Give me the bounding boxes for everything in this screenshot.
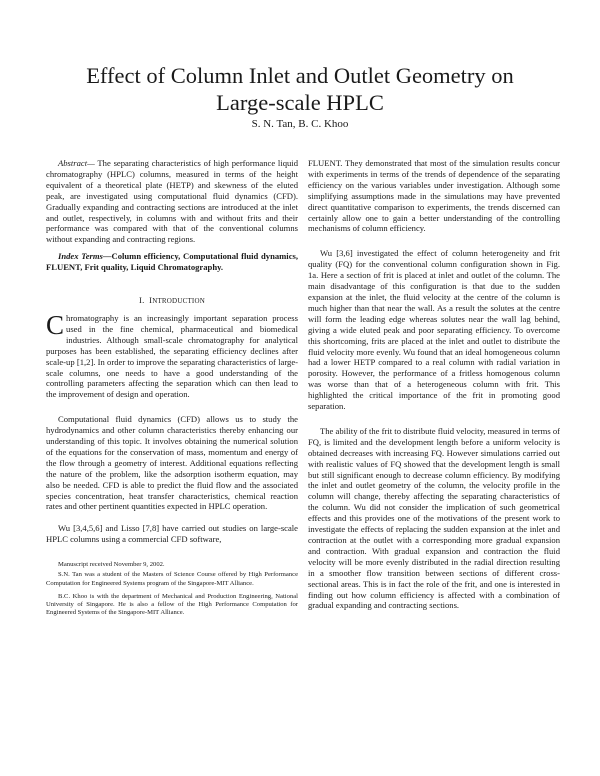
section-title-first-letter: I <box>149 295 153 306</box>
intro-paragraph-1 <box>46 309 298 400</box>
right-paragraph-2: Wu [3,6] investigated the effect of column heterogeneity and frit quality (FQ) for the conventional column configuration shown in Fig. 1a. Here a section of frit is placed at inlet and outlet of the column. The main disadvantage of this configuration is that due to the sudden expansion at the inlet, the fluid velocity at the centre of the column is much higher than that near the wall. As a result the solutes at the centre will form the leading edge whereas solutes near the wall lag behind, giving a wide eluted peak and poor separating efficiency. To overcome this shortcoming, frits are placed at the inlet and outlet to distribute the fluid velocity more evenly. Wu found that an ideal homogeneous column had a lower HETP compared to a real column with radial variation in porosity. However, the performance of a fritless homogenous column was worse than that of a heterogeneous column with frit. This highlighted the critical importance of the frit in promoting good separation. <box>308 248 560 412</box>
intro-paragraph-2: Computational fluid dynamics (CFD) allows us to study the hydrodynamics and other column characteristics thereby enhancing our understanding of this topic. It involves obtaining the numerical solution of the equations for the conservation of mass, momentum and energy of the flow through a geometry of interest. Additional equations reflecting the nature of the problem, like the adsorption isotherm equation, may also be needed. CFD is able to predict the fluid flow and the associated species concentration, heat transfer characteristics, chemical reaction rates and other pertinent quantities expected in HPLC operation. <box>46 414 298 512</box>
paper-title-line2: Large-scale HPLC <box>216 90 384 115</box>
left-column <box>46 158 298 619</box>
index-terms-label: Index Terms <box>58 251 103 262</box>
abstract <box>46 158 298 245</box>
index-terms-text: —Column efficiency, Computational fluid dynamics, FLUENT, Frit quality, Liquid Chromatography. <box>46 251 298 273</box>
right-paragraph-3: The ability of the frit to distribute fluid velocity, measured in terms of FQ, is limited and the development length before a uniform velocity is obtained decreases with increasing FQ. However simulations carried out with realistic values of FQ showed that the development length is small but still significant enough to decrease column efficiency. By modifying the inlet and outlet geometry of the column, the velocity profile in the column will change, thereby affecting the separating characteristics of the column. Wu did not consider the implication of such geometrical effects and this provides one of the motivations of the present work to investigate the effects of replacing the sudden expansion at the inlet and contraction at the outlet with a corresponding more gradual expansion and contraction. With gradual expansion and contraction the fluid velocity will be more evenly distributed in the radial direction resulting in a smoother flow transition between sections of different cross-sectional areas. This is in fact the role of the frit, and one is interested in finding out how column efficiency is affected with a combination of gradual expanding and contracting sections. <box>308 425 560 611</box>
paper-title-line1: Effect of Column Inlet and Outlet Geometry on <box>86 63 514 88</box>
abstract-label: Abstract— <box>58 158 95 168</box>
section-numeral: I. <box>139 295 145 306</box>
footnote-author-1: S.N. Tan was a student of the Masters of Science Course offered by High Performance Computation for Engineered Systems program of the Singapore-MIT Alliance. <box>46 571 298 587</box>
right-paragraph-1: FLUENT. They demonstrated that most of the simulation results concur with experiments in terms of the trends of dependence of the separating efficiency on the various variables under investigation. Although some simplifying assumptions made in the simulations may have prevented direct quantitative comparison to experiments, the trends discerned can certainly allow one to gain a better understanding of the controlling mechanisms of column efficiency. <box>308 158 560 234</box>
abstract-text: The separating characteristics of high performance liquid chromatography (HPLC) columns, measured in terms of the height equivalent of a theoretical plate (HETP) and skewness of the eluted peak, are investigated using computational fluid dynamics (CFD). Gradually expanding and contracting sections are introduced at the inlet and outlet, respectively, in columns with and without frits and their performance was compared with that of the conventional columns without expanding and contracting regions. <box>46 158 298 245</box>
intro-paragraph-3: Wu [3,4,5,6] and Lisso [7,8] have carried out studies on large-scale HPLC columns using a commercial CFD software, <box>46 523 298 545</box>
paper-authors: S. N. Tan, B. C. Khoo <box>251 118 349 130</box>
footnote-author-2: B.C. Khoo is with the department of Mechanical and Production Engineering, National University of Singapore. He is also a fellow of the High Performance Computation for Engineered Systems of the Singapore-MIT Alliance. <box>46 592 298 617</box>
section-heading-introduction <box>46 295 298 307</box>
section-title-rest: NTRODUCTION <box>152 297 205 306</box>
right-column <box>308 158 560 611</box>
footnotes <box>46 561 298 617</box>
index-terms <box>46 251 298 273</box>
intro-paragraph-1-text: hromatography is an increasingly important separation process used in the fine chemical, pharmaceutical and biomedical industries. Although small-scale chromatography for analytical purposes has been established, the separating efficiency declines after scale-up [1,2]. In order to improve the separating characteristics of large-scale columns, one needs to have a good understanding of the controlling parameters affecting the separation which can then lead to the improvement of design and operation. <box>46 312 298 400</box>
drop-cap: C <box>46 309 65 340</box>
paper-title <box>40 62 560 116</box>
footnote-received: Manuscript received November 9, 2002. <box>58 561 165 569</box>
